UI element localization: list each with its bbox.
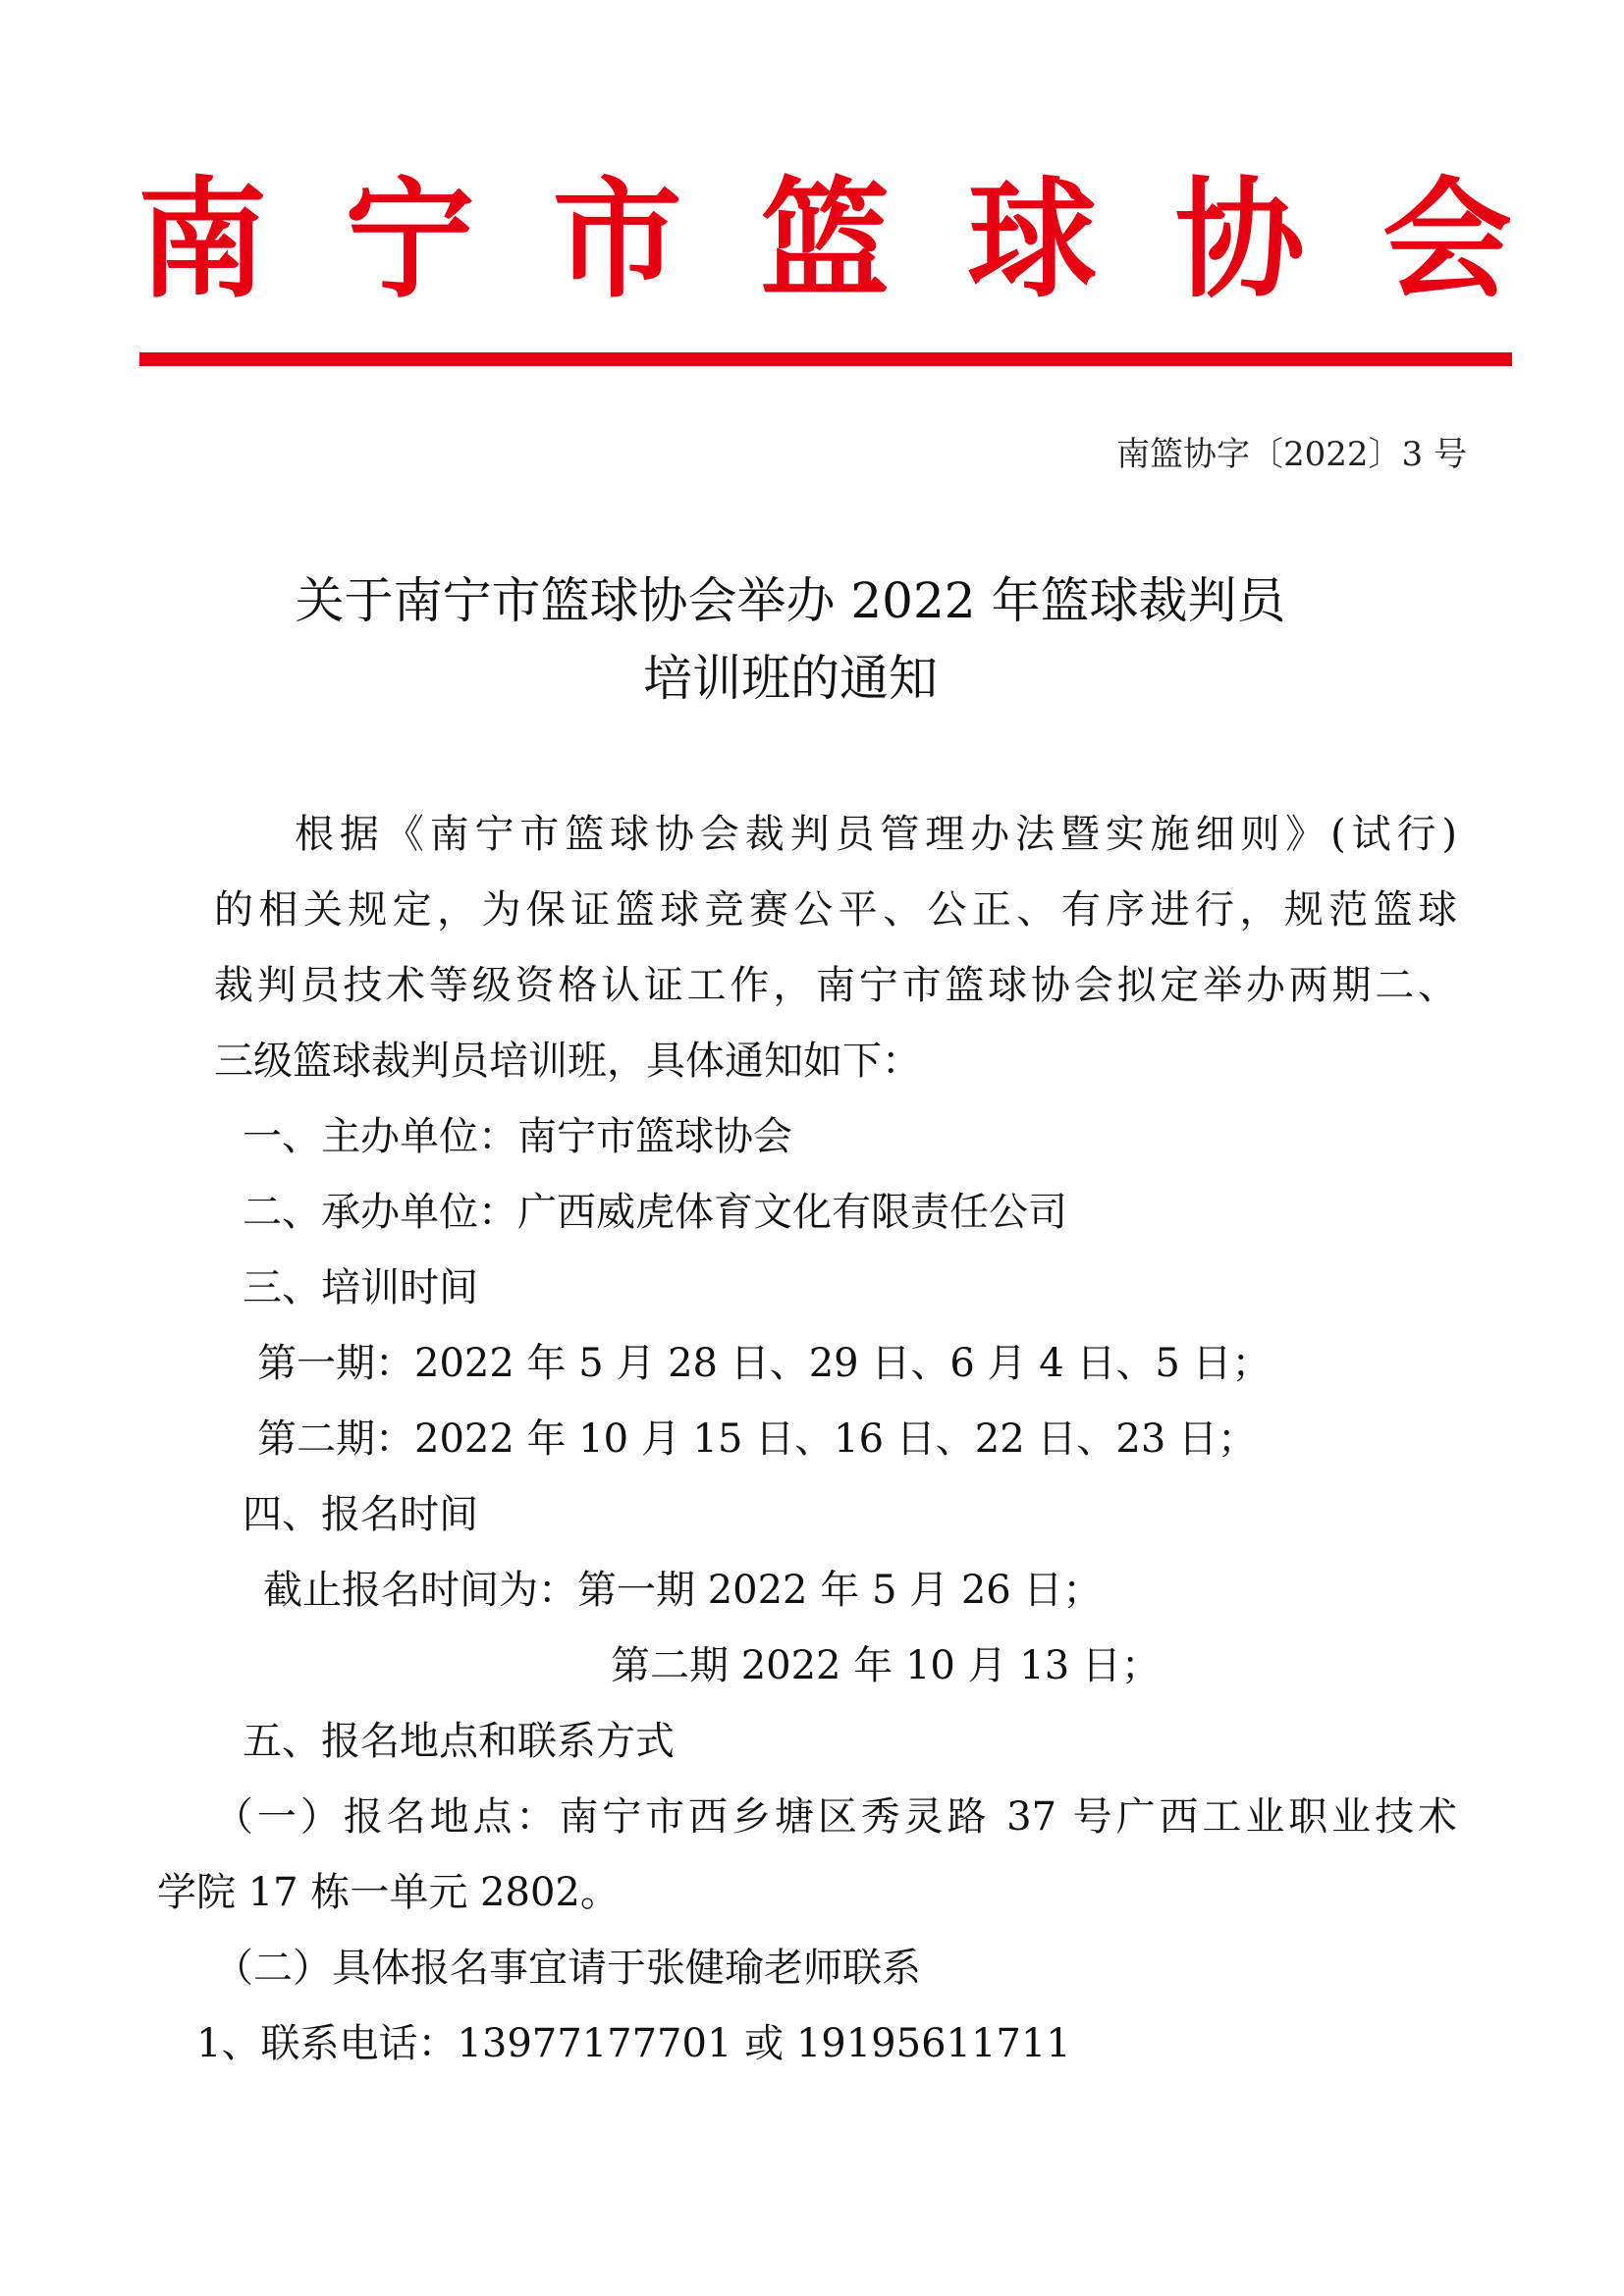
contact-line: （二）具体报名事宜请于张健瑜老师联系	[214, 1946, 921, 1991]
masthead-char: 篮	[759, 165, 890, 316]
intro-paragraph-line: 根据《南宁市篮球协会裁判员管理办法暨实施细则》(试行)	[295, 812, 1457, 857]
registration-deadline-1: 截止报名时间为：第一期 2022 年 5 月 26 日；	[263, 1568, 1103, 1613]
registration-deadline-2: 第二期 2022 年 10 月 13 日；	[611, 1643, 1161, 1688]
registration-time-heading: 四、报名时间	[243, 1492, 478, 1537]
masthead-char: 球	[967, 165, 1098, 316]
undertaker-line: 二、承办单位：广西威虎体育文化有限责任公司	[243, 1190, 1067, 1235]
masthead-char: 市	[552, 165, 682, 316]
masthead-char: 南	[137, 165, 267, 316]
intro-paragraph-line: 裁判员技术等级资格认证工作，南宁市篮球协会拟定举办两期二、	[214, 963, 1457, 1008]
intro-paragraph-line: 三级篮球裁判员培训班，具体通知如下：	[214, 1039, 921, 1084]
location-line-1: （一）报名地点：南宁市西乡塘区秀灵路 37 号广西工业职业技术	[214, 1794, 1457, 1840]
location-line-2: 学院 17 栋一单元 2802。	[157, 1870, 620, 1915]
masthead-title	[137, 167, 1512, 314]
phone-line: 1、联系电话：13977177701 或 19195611711	[196, 2021, 1071, 2066]
masthead-char: 宁	[345, 165, 475, 316]
notice-title-line-2: 培训班的通知	[643, 650, 938, 707]
location-heading: 五、报名地点和联系方式	[243, 1719, 675, 1764]
session-1-dates: 第一期：2022 年 5 月 28 日、29 日、6 月 4 日、5 日；	[257, 1341, 1272, 1386]
session-2-dates: 第二期：2022 年 10 月 15 日、16 日、22 日、23 日；	[257, 1416, 1258, 1462]
training-time-heading: 三、培训时间	[243, 1265, 478, 1310]
intro-paragraph-line: 的相关规定，为保证篮球竞赛公平、公正、有序进行，规范篮球	[214, 887, 1457, 933]
organizer-line: 一、主办单位：南宁市篮球协会	[243, 1114, 792, 1159]
notice-title-line-1: 关于南宁市篮球协会举办 2022 年篮球裁判员	[295, 572, 1286, 629]
document-number: 南篮协字〔2022〕3 号	[1116, 435, 1467, 474]
masthead-char: 会	[1381, 165, 1512, 316]
red-divider	[139, 352, 1512, 366]
masthead-char: 协	[1174, 165, 1305, 316]
